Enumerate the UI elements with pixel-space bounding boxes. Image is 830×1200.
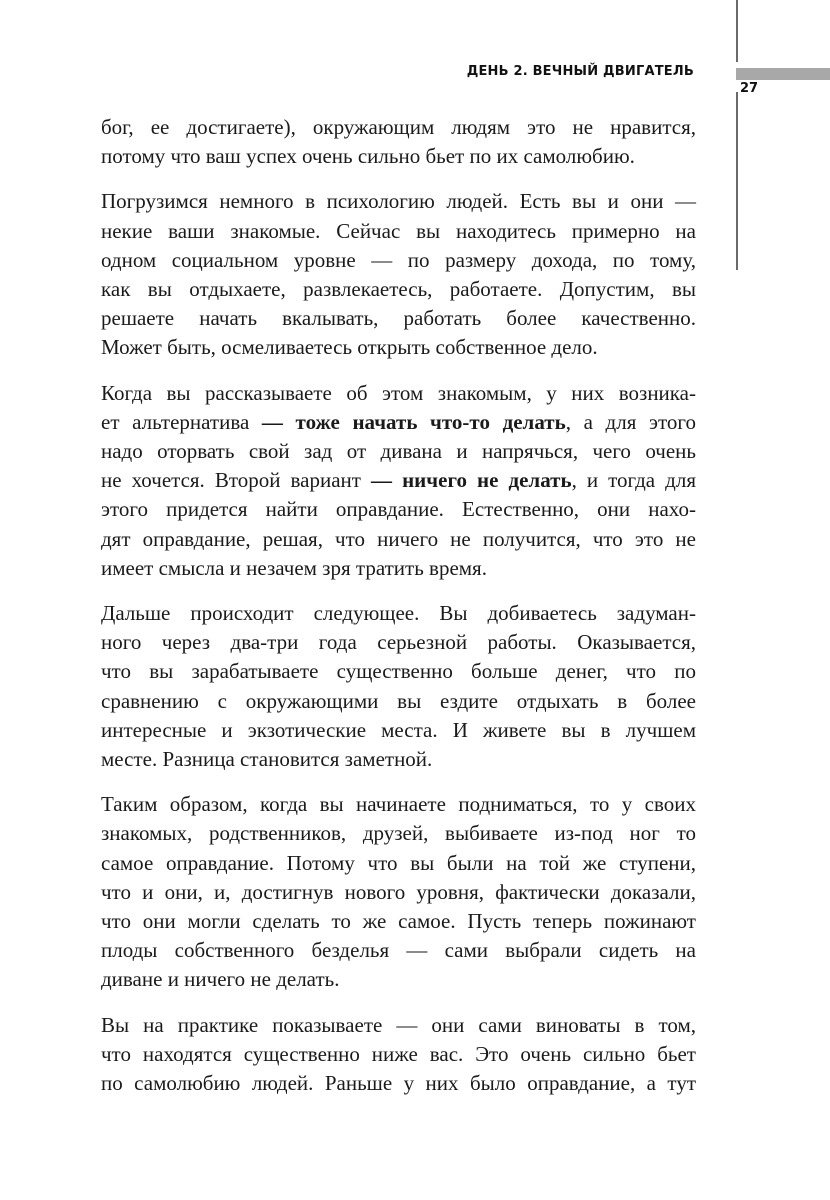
text-fragment: ет альтернатива	[101, 409, 262, 434]
paragraph-2	[101, 187, 696, 362]
text-line: Может быть, осмеливаетесь открыть собственное дело.	[101, 335, 598, 360]
page-number: 27	[740, 81, 759, 96]
text-line-with-emphasis	[101, 466, 696, 495]
text-line: знакомых, родственников, друзей, выбиваете из-под ног то	[101, 821, 696, 846]
text-line: этого придется найти оправдание. Естественно, они нахо-	[101, 497, 696, 522]
text-line: Вы на практике показываете — они сами виноваты в том,	[101, 1012, 696, 1037]
paragraph-6	[101, 1011, 696, 1099]
paragraph-1	[101, 113, 696, 171]
text-line: Дальше происходит следующее. Вы добиваетесь задуман-	[101, 601, 696, 626]
text-line: интересные и экзотические места. И живете вы в лучшем	[101, 717, 696, 742]
margin-rule-bottom	[736, 92, 738, 270]
text-line: Погрузимся немного в психологию людей. Есть вы и они —	[101, 189, 696, 214]
chapter-tab-bar	[736, 68, 830, 80]
text-line: плоды собственного безделья — сами выбрали сидеть на	[101, 938, 696, 963]
text-line: что вы зарабатываете существенно больше денег, что по	[101, 659, 696, 684]
text-line: одном социальном уровне — по размеру дохода, по тому,	[101, 247, 696, 272]
text-line: что находятся существенно ниже вас. Это очень сильно бьет	[101, 1041, 696, 1066]
text-fragment: , и тогда для	[571, 468, 696, 493]
paragraph-5	[101, 790, 696, 994]
text-line: ного через два-три года серьезной работы. Оказывается,	[101, 630, 696, 655]
text-line: Таким образом, когда вы начинаете подниматься, то у своих	[101, 792, 696, 817]
text-line: дят оправдание, решая, что ничего не получится, что это не	[101, 526, 696, 551]
text-line: что и они, и, достигнув нового уровня, фактически доказали,	[101, 879, 696, 904]
text-line: по самолюбию людей. Раньше у них было оправдание, а тут	[101, 1071, 696, 1096]
text-line: потому что ваш успех очень сильно бьет по их самолюбию.	[101, 144, 635, 169]
text-line: надо оторвать свой зад от дивана и напрячься, чего очень	[101, 439, 696, 464]
text-line: что они могли сделать то же самое. Пусть теперь пожинают	[101, 909, 696, 934]
text-line: решаете начать вкалывать, работать более качественно.	[101, 306, 696, 331]
running-header-title: ДЕНЬ 2. ВЕЧНЫЙ ДВИГАТЕЛЬ	[466, 64, 694, 79]
text-fragment: , а для этого	[565, 409, 696, 434]
text-line: Когда вы рассказываете об этом знакомым, у них возника-	[101, 380, 696, 405]
text-line: некие ваши знакомые. Сейчас вы находитесь примерно на	[101, 218, 696, 243]
text-fragment: не хочется. Второй вариант	[101, 468, 372, 493]
paragraph-4	[101, 599, 696, 774]
bold-phrase: — ничего не делать	[371, 468, 572, 493]
text-line: как вы отдыхаете, развлекаетесь, работаете. Допустим, вы	[101, 277, 696, 302]
text-line: диване и ничего не делать.	[101, 967, 340, 992]
text-line: месте. Разница становится заметной.	[101, 747, 433, 772]
text-line: имеет смысла и незачем зря тратить время.	[101, 555, 487, 580]
text-line: самое оправдание. Потому что вы были на той же ступени,	[101, 850, 696, 875]
margin-rule-top	[736, 0, 738, 62]
text-line-with-emphasis	[101, 408, 696, 437]
paragraph-3	[101, 379, 696, 583]
text-line: бог, ее достигаете), окружающим людям это не нравится,	[101, 115, 696, 139]
page-body	[101, 113, 696, 1114]
bold-phrase: — тоже начать что-то делать	[261, 409, 566, 434]
text-line: сравнению с окружающими вы ездите отдыхать в более	[101, 688, 696, 713]
